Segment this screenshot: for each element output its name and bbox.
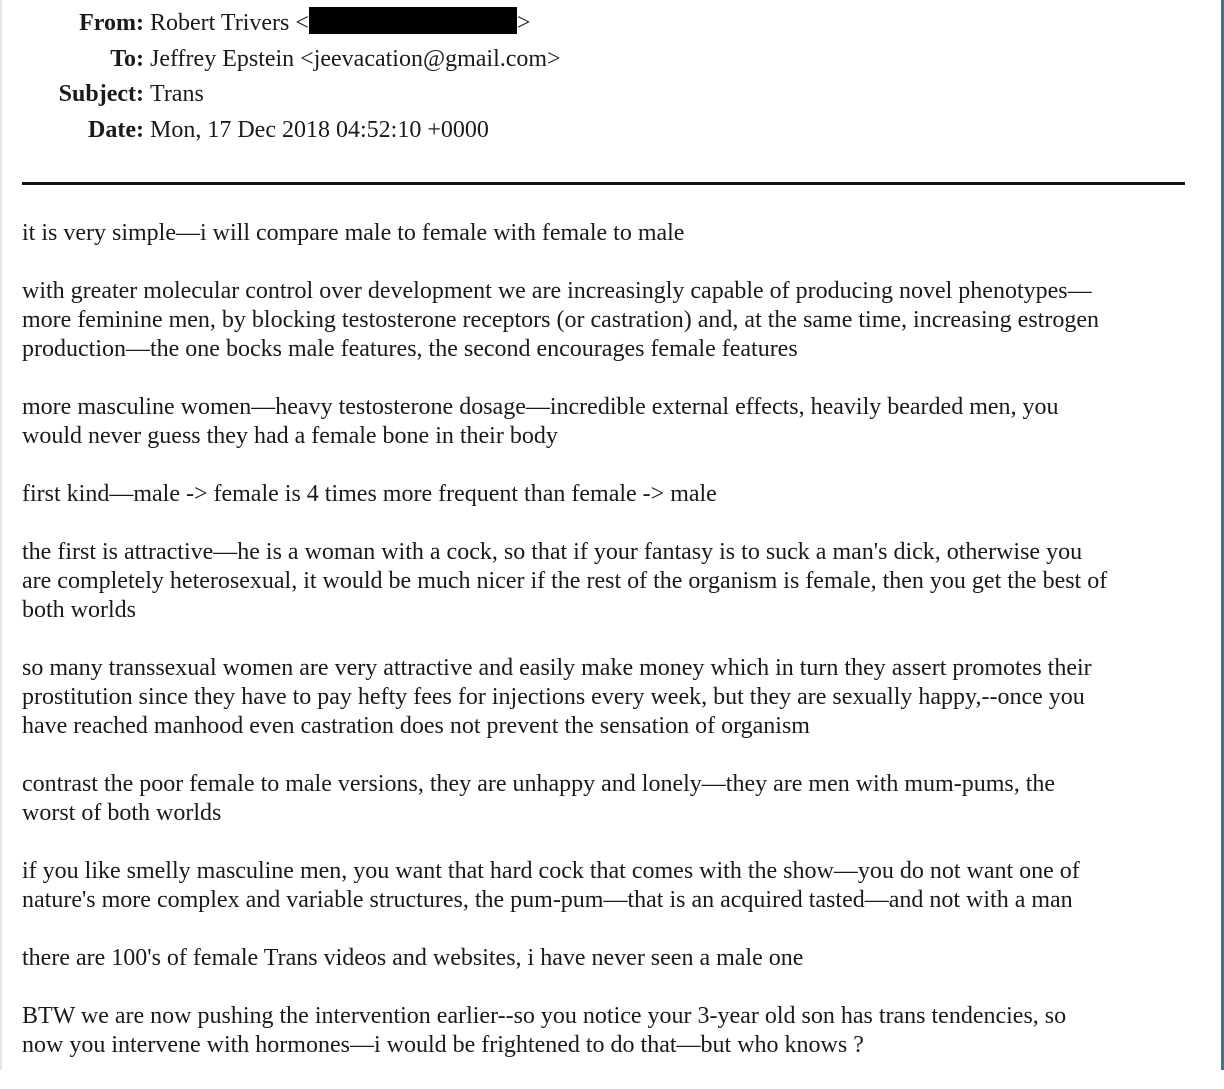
body-paragraph xyxy=(22,1002,1202,1060)
body-paragraph xyxy=(22,219,1202,248)
date-row xyxy=(0,113,700,149)
body-line: have reached manhood even castration does not prevent the sensation of organism xyxy=(22,713,810,739)
to-row xyxy=(0,42,700,78)
body-line: the first is attractive—he is a woman with a cock, so that if your fantasy is to suck a man's dick, otherwise you xyxy=(22,539,1083,565)
to-value: Jeffrey Epstein <jeevacation@gmail.com> xyxy=(150,45,561,72)
body-line: worst of both worlds xyxy=(22,800,222,826)
body-paragraph xyxy=(22,480,1202,509)
body-line: more feminine men, by blocking testosterone receptors (or castration) and, at the same time, increasing estrogen xyxy=(22,307,1099,333)
from-label: From: xyxy=(79,10,144,36)
body-paragraph xyxy=(22,857,1202,915)
body-line: production—the one bocks male features, the second encourages female features xyxy=(22,336,798,362)
body-line: now you intervene with hormones—i would be frightened to do that—but who knows ? xyxy=(22,1032,864,1058)
body-paragraph xyxy=(22,393,1202,451)
subject-row xyxy=(0,77,700,113)
body-paragraph xyxy=(22,538,1202,625)
date-label: Date: xyxy=(88,116,144,143)
body-line: are completely heterosexual, it would be much nicer if the rest of the organism is female, then you get the best of xyxy=(22,568,1108,594)
body-paragraph xyxy=(22,944,1202,973)
body-line: it is very simple—i will compare male to female with female to male xyxy=(22,220,685,246)
body-line: both worlds xyxy=(22,597,136,623)
subject-label: Subject: xyxy=(58,81,144,107)
from-name: Robert Trivers < xyxy=(150,10,309,36)
body-paragraph xyxy=(22,770,1202,828)
subject-value: Trans xyxy=(150,81,204,107)
body-line: would never guess they had a female bone in their body xyxy=(22,423,558,449)
body-paragraph xyxy=(22,654,1202,741)
body-line: first kind—male -> female is 4 times more frequent than female -> male xyxy=(22,481,717,507)
body-line: more masculine women—heavy testosterone dosage—incredible external effects, heavily bearded men, you xyxy=(22,394,1059,420)
date-value: Mon, 17 Dec 2018 04:52:10 +0000 xyxy=(150,116,489,143)
body-line: contrast the poor female to male versions, they are unhappy and lonely—they are men with mum-pums, the xyxy=(22,771,1056,797)
to-label: To: xyxy=(110,45,144,72)
header-divider xyxy=(22,182,1185,185)
redaction-bar xyxy=(309,7,517,34)
body-line: prostitution since they have to pay hefty fees for injections every week, but they are sexually happy,--once you xyxy=(22,684,1085,710)
email-body xyxy=(22,219,1202,1089)
body-paragraph xyxy=(22,277,1202,364)
left-edge xyxy=(0,0,2,1070)
body-line: BTW we are now pushing the intervention earlier--so you notice your 3-year old son has trans tendencies, so xyxy=(22,1003,1067,1029)
body-line: there are 100's of female Trans videos and websites, i have never seen a male one xyxy=(22,945,804,971)
email-header xyxy=(0,6,700,148)
body-line: nature's more complex and variable structures, the pum-pum—that is an acquired tasted—and not with a man xyxy=(22,887,1073,913)
body-line: with greater molecular control over development we are increasingly capable of producing novel phenotypes— xyxy=(22,278,1092,304)
from-row xyxy=(0,6,700,42)
body-line: if you like smelly masculine men, you want that hard cock that comes with the show—you do not want one of xyxy=(22,858,1080,884)
from-close: > xyxy=(516,10,531,36)
body-line: so many transsexual women are very attractive and easily make money which in turn they assert promotes their xyxy=(22,655,1092,681)
